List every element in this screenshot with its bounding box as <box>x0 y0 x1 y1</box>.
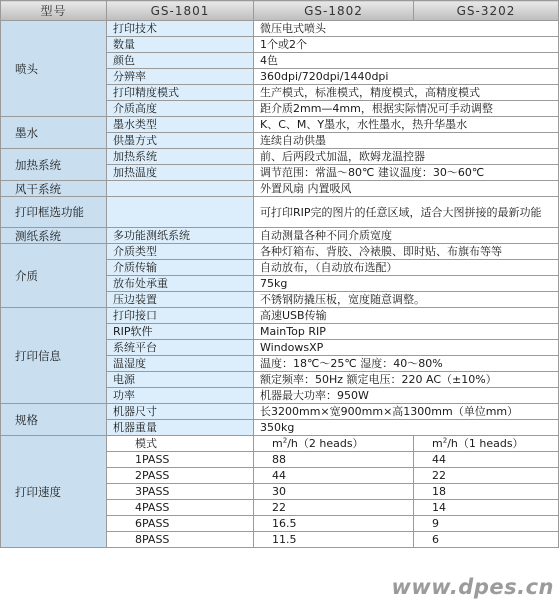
row-label: 墨水类型 <box>107 117 254 133</box>
site-watermark: www.dpes.cn <box>391 575 554 599</box>
header-model-3: GS-3202 <box>414 1 559 21</box>
table-row <box>1 149 559 165</box>
table-row <box>1 21 559 37</box>
row-label: 打印接口 <box>107 308 254 324</box>
row-label: 温湿度 <box>107 356 254 372</box>
table-row <box>1 117 559 133</box>
row-label: 介质类型 <box>107 244 254 260</box>
table-row <box>1 228 559 244</box>
row-value: 前、后两段式加温，欧姆龙温控器 <box>254 149 559 165</box>
category-heating: 加热系统 <box>1 149 107 181</box>
speed-header-row <box>1 436 559 452</box>
row-value: 各种灯箱布、背胶、冷裱膜、即时贴、布旗布等等 <box>254 244 559 260</box>
row-label: 介质传输 <box>107 260 254 276</box>
row-value: 75kg <box>254 276 559 292</box>
row-label: 颜色 <box>107 53 254 69</box>
speed-mode: 6PASS <box>107 516 254 532</box>
row-value: 外置风扇 内置吸风 <box>254 181 559 197</box>
category-media: 介质 <box>1 244 107 308</box>
table-row <box>1 308 559 324</box>
row-label: 放布处承重 <box>107 276 254 292</box>
speed-1heads: 6 <box>414 532 559 548</box>
speed-1heads: 18 <box>414 484 559 500</box>
row-value: MainTop RIP <box>254 324 559 340</box>
speed-1heads: 9 <box>414 516 559 532</box>
header-model-1: GS-1801 <box>107 1 254 21</box>
row-label: 加热温度 <box>107 165 254 181</box>
speed-2heads: 22 <box>254 500 414 516</box>
speed-2heads: 16.5 <box>254 516 414 532</box>
speed-2heads: 88 <box>254 452 414 468</box>
row-label: 介质高度 <box>107 101 254 117</box>
row-value: K、C、M、Y墨水，水性墨水，热升华墨水 <box>254 117 559 133</box>
speed-mode-header: 模式 <box>107 436 254 452</box>
row-label: 系统平台 <box>107 340 254 356</box>
row-label: 供墨方式 <box>107 133 254 149</box>
speed-1heads: 14 <box>414 500 559 516</box>
row-value: 可打印RIP完的图片的任意区域，适合大图拼接的最新功能 <box>254 197 559 228</box>
header-model-2: GS-1802 <box>254 1 414 21</box>
speed-mode: 4PASS <box>107 500 254 516</box>
speed-1heads-header: $m^2/h(1$ heads） <box>414 436 559 452</box>
row-label: 功率 <box>107 388 254 404</box>
row-value: 1个或2个 <box>254 37 559 53</box>
speed-1heads: 22 <box>414 468 559 484</box>
row-label: 多功能测纸系统 <box>107 228 254 244</box>
row-label: 加热系统 <box>107 149 254 165</box>
row-value: 额定频率：50Hz 额定电压：220 AC（±10%） <box>254 372 559 388</box>
category-measure: 测纸系统 <box>1 228 107 244</box>
row-label: 电源 <box>107 372 254 388</box>
row-value: 高速USB传输 <box>254 308 559 324</box>
table-row <box>1 197 559 228</box>
speed-mode: 1PASS <box>107 452 254 468</box>
row-value: 微压电式喷头 <box>254 21 559 37</box>
row-value: 360dpi/720dpi/1440dpi <box>254 69 559 85</box>
row-label: 数量 <box>107 37 254 53</box>
speed-2heads: 11.5 <box>254 532 414 548</box>
row-label: 压边装置 <box>107 292 254 308</box>
speed-2heads: 44 <box>254 468 414 484</box>
speed-2heads-header: $m^2/h(2$ heads） <box>254 436 414 452</box>
speed-mode: 2PASS <box>107 468 254 484</box>
row-value: 4色 <box>254 53 559 69</box>
row-value: 温度：18℃～25℃ 湿度：40～80% <box>254 356 559 372</box>
row-label: 打印精度模式 <box>107 85 254 101</box>
header-row <box>1 1 559 21</box>
row-value: 不锈钢防撬压板，宽度随意调整。 <box>254 292 559 308</box>
category-frame-print: 打印框选功能 <box>1 197 107 228</box>
row-value: 连续自动供墨 <box>254 133 559 149</box>
row-value: 机器最大功率：950W <box>254 388 559 404</box>
category-ink: 墨水 <box>1 117 107 149</box>
row-label: 分辨率 <box>107 69 254 85</box>
table-row <box>1 181 559 197</box>
table-row <box>1 404 559 420</box>
row-label: 机器尺寸 <box>107 404 254 420</box>
speed-mode: 8PASS <box>107 532 254 548</box>
speed-1heads: 44 <box>414 452 559 468</box>
row-label: 打印技术 <box>107 21 254 37</box>
row-value: 自动测量各种不同介质宽度 <box>254 228 559 244</box>
row-label: RIP软件 <box>107 324 254 340</box>
category-nozzle: 喷头 <box>1 21 107 117</box>
row-value: 距介质2mm—4mm，根据实际情况可手动调整 <box>254 101 559 117</box>
category-print-info: 打印信息 <box>1 308 107 404</box>
row-value: 生产模式，标准模式，精度模式，高精度模式 <box>254 85 559 101</box>
row-value: 自动放布，（自动放布选配） <box>254 260 559 276</box>
speed-2heads: 30 <box>254 484 414 500</box>
row-value: WindowsXP <box>254 340 559 356</box>
category-drying: 风干系统 <box>1 181 107 197</box>
table-row <box>1 244 559 260</box>
category-speed: 打印速度 <box>1 436 107 548</box>
row-label: 机器重量 <box>107 420 254 436</box>
row-label-empty <box>107 197 254 228</box>
row-value: 长3200mm×宽900mm×高1300mm（单位mm） <box>254 404 559 420</box>
category-spec: 规格 <box>1 404 107 436</box>
row-value: 350kg <box>254 420 559 436</box>
header-model-label: 型号 <box>1 1 107 21</box>
row-value: 调节范围：常温～80℃ 建议温度：30～60℃ <box>254 165 559 181</box>
row-label-empty <box>107 181 254 197</box>
speed-mode: 3PASS <box>107 484 254 500</box>
